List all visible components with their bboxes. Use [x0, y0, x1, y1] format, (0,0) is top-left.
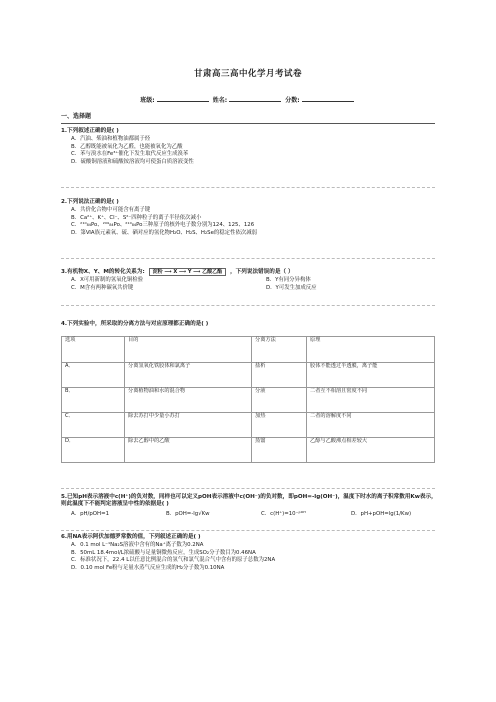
table-cell: C．: [62, 413, 125, 438]
student-info: [0, 95, 496, 105]
table-cell: 除去苏打中少量小苏打: [125, 413, 252, 438]
option-d: D．0.10 mol Fe粉与足量水蒸气反应生成的H₂分子数为0.10NA: [71, 564, 225, 571]
option-b: B．pOH=-lg√Kw: [166, 510, 210, 517]
question-stem: 1.下列叙述正确的是( ): [61, 128, 119, 134]
question-divider: [61, 530, 435, 531]
option-a: A．汽油、柴油和植物油都属于烃: [71, 135, 151, 142]
option-a: A．X可用新制的氢氧化铜检验: [71, 277, 144, 284]
table-cell: 除去乙醇中的乙酸: [125, 438, 252, 463]
question-5: [61, 494, 441, 518]
table-row: [62, 363, 435, 388]
question-2: [61, 199, 441, 237]
table-cell: 分离植物油和水的混合物: [125, 388, 252, 413]
option-c: C．苯与溴水在Fe³⁺催化下发生取代反应生成溴苯: [71, 151, 189, 158]
option-a: A．pH/pOH=1: [71, 510, 110, 517]
table-cell: 二者的溶解度不同: [307, 413, 435, 438]
option-c: C．M含有两种碳氧共价键: [71, 284, 134, 291]
name-blank: [229, 95, 281, 102]
table-cell: 蒸馏: [252, 438, 307, 463]
question-stem: [61, 268, 441, 276]
option-c: C．c(H⁺)=10⁻ᵖᴼᴴ: [261, 510, 306, 517]
option-d: D．硫酸铜溶液和硫酸铵溶液均可使蛋白质溶液变性: [71, 158, 194, 165]
table-cell: D．: [62, 438, 125, 463]
question-divider: [61, 258, 435, 259]
option-b: B．Y有同分异构体: [266, 277, 311, 284]
question-stem: 5.已知pH表示溶液中c(H⁺)的负对数，同样也可以定义pOH表示溶液中c(OH⁻)的负对数，即pOH=-lg(OH⁻)，温度下时水的离子积常数用Kw表示，则此温度下不能判定溶液呈中性的依据是( ): [61, 494, 437, 507]
name-label: 姓名:: [212, 97, 228, 104]
table-row: [62, 438, 435, 463]
option-d: D．第ⅥA族元素氧、硫、硒对应的氢化物H₂O、H₂S、H₂Se的稳定性依次减弱: [71, 229, 258, 236]
option-c: C．标准状况下，22.4 L以任意比例混合的氢气和氯气混合气中含有的原子总数为2NA: [71, 557, 276, 564]
table-cell: B．: [62, 388, 125, 413]
class-blank: [157, 95, 209, 102]
section-divider: [61, 123, 435, 124]
score-blank: [302, 95, 354, 102]
table-cell: 盐析: [252, 363, 307, 388]
table-cell: 分液: [252, 388, 307, 413]
table-row: [62, 388, 435, 413]
table-cell: 乙醇与乙酸沸点相差较大: [307, 438, 435, 463]
separation-table: [61, 336, 435, 463]
table-header-cell: 分离方法: [252, 337, 307, 363]
stem-text: 3.有机物X、Y、M的转化关系为:: [61, 269, 145, 275]
question-4: [61, 321, 441, 329]
option-c: C．²¹⁰₈₄Po、²⁰⁹₈₄Po、²¹⁰₈₄Po三种原子的核外电子数分别为124、125、126: [71, 222, 255, 229]
table-cell: 分离氢氧化铁胶体和氯离子: [125, 363, 252, 388]
option-a: A．0.1 mol L⁻¹Na₂S溶液中含有的Na⁺离子数为0.2NA: [71, 541, 204, 548]
table-cell: A．: [62, 363, 125, 388]
stem-tail: ，下列说法错误的是（ ）: [230, 269, 294, 275]
class-label: 班级:: [140, 97, 155, 104]
table-cell: 胶体不能透过半透膜，离子能: [307, 363, 435, 388]
question-divider: [61, 488, 435, 489]
question-6: [61, 534, 441, 572]
table-row: [62, 413, 435, 438]
score-label: 分数:: [285, 97, 300, 104]
table-cell: 二者互不相溶且密度不同: [307, 388, 435, 413]
option-a: A．共价化合物中可能含有离子键: [71, 206, 151, 213]
option-b: B．乙醇既能被氧化为乙醛，也能被氧化为乙酸: [71, 143, 183, 150]
question-stem: 4.下列实验中，所采取的分离方法与对应原理都正确的是( ): [61, 321, 209, 327]
page-title: 甘肃高三高中化学月考试卷: [193, 69, 302, 79]
question-divider: [61, 187, 435, 188]
table-header-cell: 原理: [307, 337, 435, 363]
question-3: [61, 268, 441, 292]
option-b: B．50mL 18.4mol/L浓硫酸与足量铜微热反应，生成SO₂分子数目为0.46NA: [71, 549, 256, 556]
table-header-cell: 目的: [125, 337, 252, 363]
question-1: [61, 128, 441, 166]
table-header: [62, 337, 435, 363]
reaction-diagram: 淀粉 ⟶ X ⟶ Y ⟶ 乙酸乙酯: [149, 268, 226, 276]
option-b: B．Ca²⁺、K⁺、Cl⁻、S²⁻四种粒子的离子半径依次减小: [71, 214, 202, 221]
section-heading: 一、选择题: [61, 113, 92, 120]
question-stem: 6.用NA表示阿伏加德罗常数的值，下列叙述正确的是( ): [61, 534, 201, 540]
option-d: D．Y可发生加成反应: [266, 284, 317, 291]
question-divider: [61, 305, 435, 306]
question-stem: 2.下列说法正确的是( ): [61, 199, 119, 205]
option-d: D．pH+pOH=lg(1/Kw): [351, 510, 412, 517]
table-cell: 加热: [252, 413, 307, 438]
table-header-cell: 选项: [62, 337, 125, 363]
